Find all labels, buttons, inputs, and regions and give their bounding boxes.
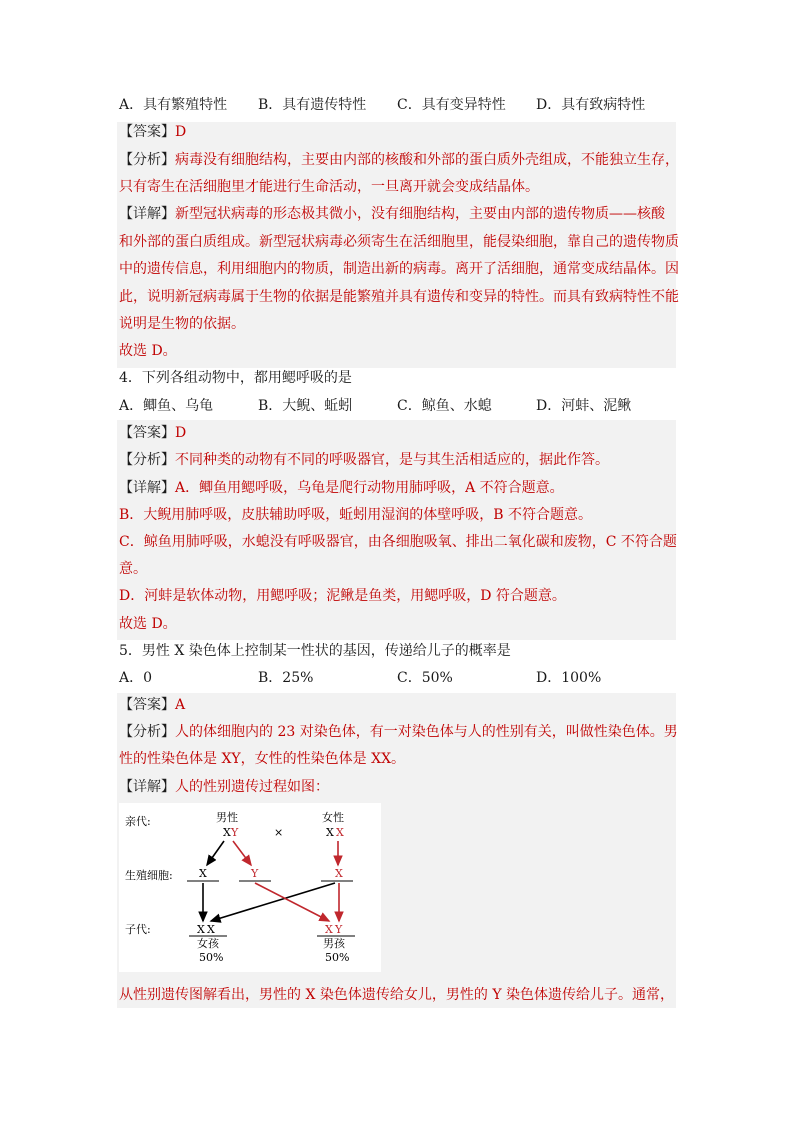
q4-detail-c1: C．鲸鱼用肺呼吸，水螅没有呼吸器官，由各细胞吸氧、排出二氧化碳和废物，C 不符合题 [119,534,677,550]
q3-detail-line5: 说明是生物的依据。 [119,316,245,332]
q5-option-c: C．50% [397,670,453,686]
analysis-text: 人的体细胞内的 23 对染色体，有一对染色体与人的性别有关，叫做性染色体。男 [175,724,678,740]
gamete-x-male: X [199,867,207,880]
answer-value: D [175,124,187,140]
girl-label: 女孩 [197,937,219,950]
q3-analysis-line2: 只有寄生在活细胞里才能进行生命活动，一旦离开就会变成结晶体。 [119,179,539,195]
sex-inheritance-diagram [119,803,381,972]
girl-x-chromosome-1: X [197,923,205,936]
q3-answer [119,122,186,142]
q3-option-b: B．具有遗传特性 [258,97,367,113]
q5-analysis [119,722,678,742]
q3-detail [119,204,665,224]
q5-question: 5．男性 X 染色体上控制某一性状的基因，传递给儿子的概率是 [119,643,511,659]
female-label: 女性 [322,811,344,824]
analysis-text: 病毒没有细胞结构，主要由内部的核酸和外部的蛋白质外壳组成，不能独立生存， [175,152,679,168]
q4-answer [119,423,186,443]
detail-text: A．鲫鱼用鳃呼吸，乌龟是爬行动物用肺呼吸，A 不符合题意。 [175,480,564,496]
detail-tag: 【详解】 [119,480,175,496]
q5-last-line: 从性别遗传图解看出，男性的 X 染色体遗传给女儿，男性的 Y 染色体遗传给儿子。通常， [119,987,675,1003]
offspring-label: 子代: [125,923,151,936]
q4-option-a: A．鲫鱼、乌龟 [119,398,214,414]
q3-detail-line3: 中的遗传信息，利用细胞内的物质，制造出新的病毒。离开了活细胞，通常变成结晶体。因 [119,261,679,277]
answer-value: A [175,697,186,713]
detail-text: 新型冠状病毒的形态极其微小，没有细胞结构，主要由内部的遗传物质——核酸 [175,206,665,222]
q4-analysis [119,450,609,470]
analysis-text: 不同种类的动物有不同的呼吸器官，是与其生活相适应的，据此作答。 [175,452,609,468]
q4-option-b: B．大鲵、蚯蚓 [258,398,353,414]
q4-option-d: D．河蚌、泥鳅 [536,398,632,414]
analysis-tag: 【分析】 [119,152,175,168]
boy-y-chromosome: Y [335,923,343,936]
girl-percentage: 50% [199,951,224,964]
gamete-x-female: X [335,867,343,880]
male-y-chromosome: Y [231,826,239,839]
girl-x-chromosome-2: X [207,923,215,936]
answer-value: D [175,425,187,441]
q3-detail-line2: 和外部的蛋白质组成。新型冠状病毒必须寄生在活细胞里，能侵染细胞，靠自己的遗传物质 [119,234,679,250]
q5-detail [119,777,329,797]
q4-conclusion: 故选 D。 [119,616,177,632]
female-x-chromosome-1: X [326,826,334,839]
q3-option-a: A．具有繁殖特性 [119,97,228,113]
q3-analysis [119,150,679,170]
male-x-chromosome: X [223,826,231,839]
q4-option-c: C．鲸鱼、水螅 [397,398,492,414]
q4-detail [119,478,564,498]
q5-option-a: A．0 [119,670,153,686]
q4-detail-d: D．河蚌是软体动物，用鳃呼吸；泥鳅是鱼类，用鳃呼吸，D 符合题意。 [119,588,566,604]
analysis-tag: 【分析】 [119,724,175,740]
q5-option-b: B．25% [258,670,314,686]
female-x-chromosome-2: X [336,826,344,839]
q4-question: 4．下列各组动物中，都用鳃呼吸的是 [119,370,352,386]
parent-generation-label: 亲代: [125,815,151,828]
detail-tag: 【详解】 [119,779,175,795]
q5-answer [119,695,185,715]
q3-conclusion: 故选 D。 [119,343,177,359]
boy-label: 男孩 [323,937,345,950]
q3-option-d: D．具有致病特性 [536,97,646,113]
boy-x-chromosome: X [325,923,333,936]
gamete-label: 生殖细胞: [125,869,173,882]
q3-option-c: C．具有变异特性 [397,97,506,113]
detail-tag: 【详解】 [119,206,175,222]
q3-detail-line4: 此，说明新冠病毒属于生物的依据是能繁殖并具有遗传和变异的特性。而具有致病特性不能 [119,289,679,305]
answer-tag: 【答案】 [119,425,175,441]
gamete-y: Y [251,867,259,880]
q5-option-d: D．100% [536,670,602,686]
answer-tag: 【答案】 [119,124,175,140]
detail-text: 人的性别遗传过程如图： [175,779,329,795]
q4-detail-b: B．大鲵用肺呼吸，皮肤辅助呼吸，蚯蚓用湿润的体壁呼吸，B 不符合题意。 [119,507,593,523]
answer-tag: 【答案】 [119,697,175,713]
q4-detail-c2: 意。 [119,561,147,577]
male-label: 男性 [216,811,238,824]
cross-symbol: × [274,826,284,839]
boy-percentage: 50% [325,951,350,964]
q5-analysis-line2: 性的性染色体是 XY，女性的性染色体是 XX。 [119,751,406,767]
analysis-tag: 【分析】 [119,452,175,468]
